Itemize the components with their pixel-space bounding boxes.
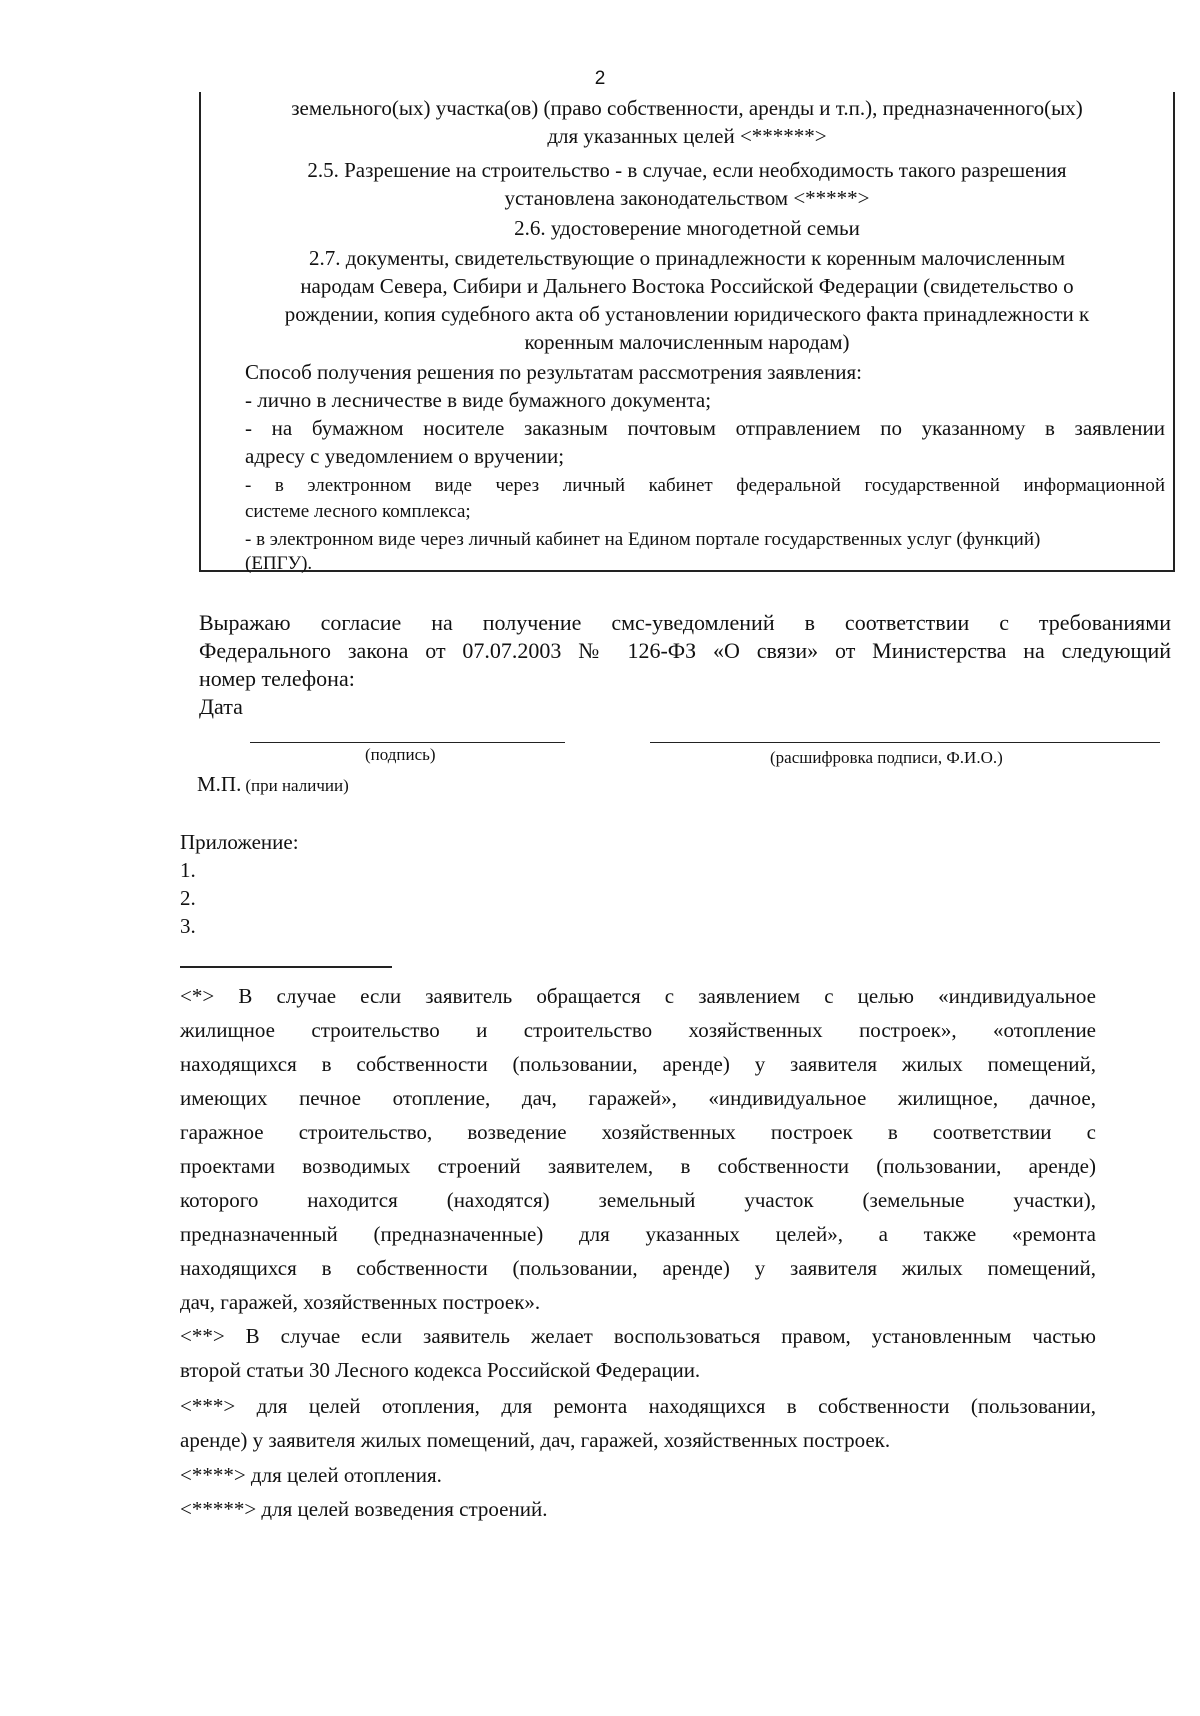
method-item: адресу с уведомлением о вручении; xyxy=(245,444,565,468)
signature-caption: (подпись) xyxy=(365,745,436,764)
method-item: - в электронном виде через личный кабинет на Едином портале государственных услуг (функций) xyxy=(245,529,1041,550)
box-line: для указанных целей <******> xyxy=(547,124,827,148)
method-item: (ЕПГУ). xyxy=(245,553,313,574)
footnote-line: жилищное строительство и строительство хозяйственных построек», «отопление xyxy=(180,1018,1096,1042)
method-item: - в электронном виде через личный кабинет федеральной государственной информационной xyxy=(245,475,1165,496)
consent-line: номер телефона: xyxy=(199,666,355,691)
footnote-line: гаражное строительство, возведение хозяйственных построек в соответствии с xyxy=(180,1120,1096,1144)
stamp-label: М.П. xyxy=(197,772,242,796)
method-item: системе лесного комплекса; xyxy=(245,501,471,522)
consent-paragraph xyxy=(199,609,1171,721)
method-heading: Способ получения решения по результатам рассмотрения заявления: xyxy=(245,360,862,384)
stamp-note: (при наличии) xyxy=(245,776,349,795)
box-line: 2.7. документы, свидетельствующие о принадлежности к коренным малочисленным xyxy=(308,246,1066,270)
footnote-1 xyxy=(180,979,1096,1319)
footnote-separator xyxy=(180,966,392,968)
box-line: 2.5. Разрешение на строительство - в случае, если необходимость такого разрешения xyxy=(307,158,1067,182)
box-line: коренным малочисленным народам) xyxy=(524,330,850,354)
box-line: 2.6. удостоверение многодетной семьи xyxy=(514,216,860,240)
footnote-line: <***> для целей отопления, для ремонта находящихся в собственности (пользовании, xyxy=(180,1394,1096,1418)
footnote-line: имеющих печное отопление, дач, гаражей», «индивидуальное жилищное, дачное, xyxy=(180,1086,1096,1110)
footnote-line: которого находится (находятся) земельный участок (земельные участки), xyxy=(180,1188,1096,1212)
method-item: - на бумажном носителе заказным почтовым отправлением по указанному в заявлении xyxy=(245,416,1165,440)
box-line: рождении, копия судебного акта об установлении юридического факта принадлежности к xyxy=(284,302,1090,326)
footnote-line: <*> В случае если заявитель обращается с заявлением с целью «индивидуальное xyxy=(180,984,1096,1008)
box-line: народам Севера, Сибири и Дальнего Востока Российской Федерации (свидетельство о xyxy=(300,274,1074,298)
attachment-item: 2. xyxy=(180,886,196,910)
attachment-item: 1. xyxy=(180,858,196,882)
footnote-5: <*****> для целей возведения строений. xyxy=(180,1497,548,1521)
footnote-line: второй статьи 30 Лесного кодекса Российской Федерации. xyxy=(180,1358,701,1382)
footnote-4: <****> для целей отопления. xyxy=(180,1463,442,1487)
footnote-line: находящихся в собственности (пользовании, аренде) у заявителя жилых помещений, xyxy=(180,1052,1096,1076)
method-item: - лично в лесничестве в виде бумажного документа; xyxy=(245,388,712,412)
signature-line xyxy=(250,742,565,743)
attachments-heading: Приложение: xyxy=(180,830,299,854)
stamp-place xyxy=(197,772,349,797)
name-decode-caption: (расшифровка подписи, Ф.И.О.) xyxy=(770,748,1003,767)
consent-line: Выражаю согласие на получение смс-уведомлений в соответствии с требованиями xyxy=(199,610,1171,635)
consent-line: Федерального закона от 07.07.2003 № 126-ФЗ «О связи» от Министерства на следующий xyxy=(199,638,1171,663)
date-label: Дата xyxy=(199,694,243,719)
name-decode-line xyxy=(650,742,1160,743)
footnote-line: <**> В случае если заявитель желает воспользоваться правом, установленным частью xyxy=(180,1324,1096,1348)
footnote-2 xyxy=(180,1319,1096,1387)
box-line: установлена законодательством <*****> xyxy=(504,186,870,210)
box-line: земельного(ых) участка(ов) (право собственности, аренды и т.п.), предназначенного(ых) xyxy=(291,96,1083,120)
page-number: 2 xyxy=(594,68,606,89)
footnote-line: предназначенный (предназначенные) для указанных целей», а также «ремонта xyxy=(180,1222,1096,1246)
footnote-line: проектами возводимых строений заявителем, в собственности (пользовании, аренде) xyxy=(180,1154,1096,1178)
attachment-item: 3. xyxy=(180,914,196,938)
footnote-line: находящихся в собственности (пользовании, аренде) у заявителя жилых помещений, xyxy=(180,1256,1096,1280)
footnote-line: дач, гаражей, хозяйственных построек». xyxy=(180,1290,541,1314)
attachments xyxy=(180,828,299,940)
footnote-3 xyxy=(180,1389,1096,1457)
footnote-line: аренде) у заявителя жилых помещений, дач, гаражей, хозяйственных построек. xyxy=(180,1428,891,1452)
